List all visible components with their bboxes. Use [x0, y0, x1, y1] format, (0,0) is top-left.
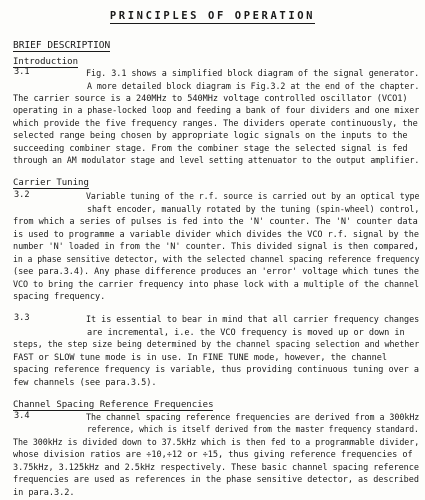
text-line: whose division ratios are ÷10,÷12 or ÷15, thus giving reference frequencies of: [13, 450, 413, 460]
text-line: FAST or SLOW tune mode is in use. In FINE TUNE mode, however, the channel: [13, 353, 388, 363]
section-heading: [13, 40, 110, 51]
text-line: Fig. 3.1 shows a simplified block diagram of the signal generator.: [86, 69, 420, 79]
text-line: The carrier source is a 240MHz to 540MHz voltage controlled oscillator (VCO1): [13, 94, 408, 104]
paragraph-number: 3.3: [14, 313, 30, 323]
text-line: succeeding combiner stage. From the combiner stage the selected signal is fed: [13, 144, 408, 154]
text-line: The channel spacing reference frequencies are derived from a 300kHz: [86, 413, 420, 423]
text-line: It is essential to bear in mind that all carrier frequency changes: [86, 315, 420, 325]
text-line: VCO to bring the carrier frequency into phase lock with a multiple of the channel: [13, 280, 420, 290]
paragraph-number: 3.4: [14, 411, 30, 421]
text-line: (see para.3.4). Any phase difference produces an 'error' voltage which tunes the: [13, 267, 419, 277]
subsection-title-channel-spacing: [13, 400, 213, 411]
subsection-title-text: Introduction: [13, 57, 79, 67]
subsection-title-text: Channel Spacing Reference Frequencies: [13, 400, 214, 410]
text-line: number 'N' loaded in from the 'N' counter. This divided signal is then compared,: [13, 242, 419, 252]
paragraph-number: 3.1: [14, 67, 30, 77]
text-line: from which a series of pulses is fed into the 'N' counter. The 'N' counter data: [13, 217, 418, 227]
text-line: spacing frequency.: [13, 292, 106, 302]
text-line: shaft encoder, manually rotated by the tuning (spin-wheel) control,: [87, 205, 420, 215]
text-line: selected range being chosen by appropriate logic signals on the inputs to the: [13, 131, 408, 141]
section-heading-text: BRIEF DESCRIPTION: [13, 40, 111, 51]
text-line: The 300kHz is divided down to 37.5kHz which is then fed to a programmable divider,: [13, 438, 420, 448]
text-line: steps, the step size being determined by the channel spacing selection and whether: [13, 340, 420, 350]
text-line: is used to programme a variable divider which divides the VCO r.f. signal by the: [13, 230, 419, 240]
text-line: which provide the five frequency ranges. The dividers operate continuously, the: [13, 119, 418, 129]
text-line: spacing reference frequency is variable, thus providing continuous tuning over a: [13, 365, 419, 375]
text-line: frequencies are used as references in the phase sensitive detector, as described: [13, 475, 419, 485]
document-title-text: PRINCIPLES OF OPERATION: [109, 10, 316, 22]
document-title: [0, 10, 425, 22]
text-line: in a phase sensitive detector, with the selected channel spacing reference frequency: [13, 255, 420, 265]
text-line: Variable tuning of the r.f. source is carried out by an optical type: [86, 192, 420, 202]
subsection-title-carrier-tuning: [13, 178, 89, 189]
text-line: through an AM modulator stage and level setting attenuator to the output amplifier.: [13, 156, 420, 166]
text-line: are incremental, i.e. the VCO frequency is moved up or down in: [87, 328, 405, 338]
text-line: A more detailed block diagram is Fig.3.2 at the end of the chapter.: [87, 82, 420, 92]
text-line: reference, which is itself derived from the master frequency standard.: [87, 425, 419, 435]
text-line: 3.75kHz, 3.125kHz and 2.5kHz respectively. These basic channel spacing reference: [13, 463, 419, 473]
subsection-title-text: Carrier Tuning: [13, 178, 89, 188]
text-line: few channels (see para.3.5).: [13, 378, 157, 388]
text-line: in para.3.2.: [13, 488, 75, 498]
paragraph-number: 3.2: [14, 190, 30, 200]
text-line: operating in a phase-locked loop and feeding a bank of four dividers and one mixer: [13, 106, 420, 116]
